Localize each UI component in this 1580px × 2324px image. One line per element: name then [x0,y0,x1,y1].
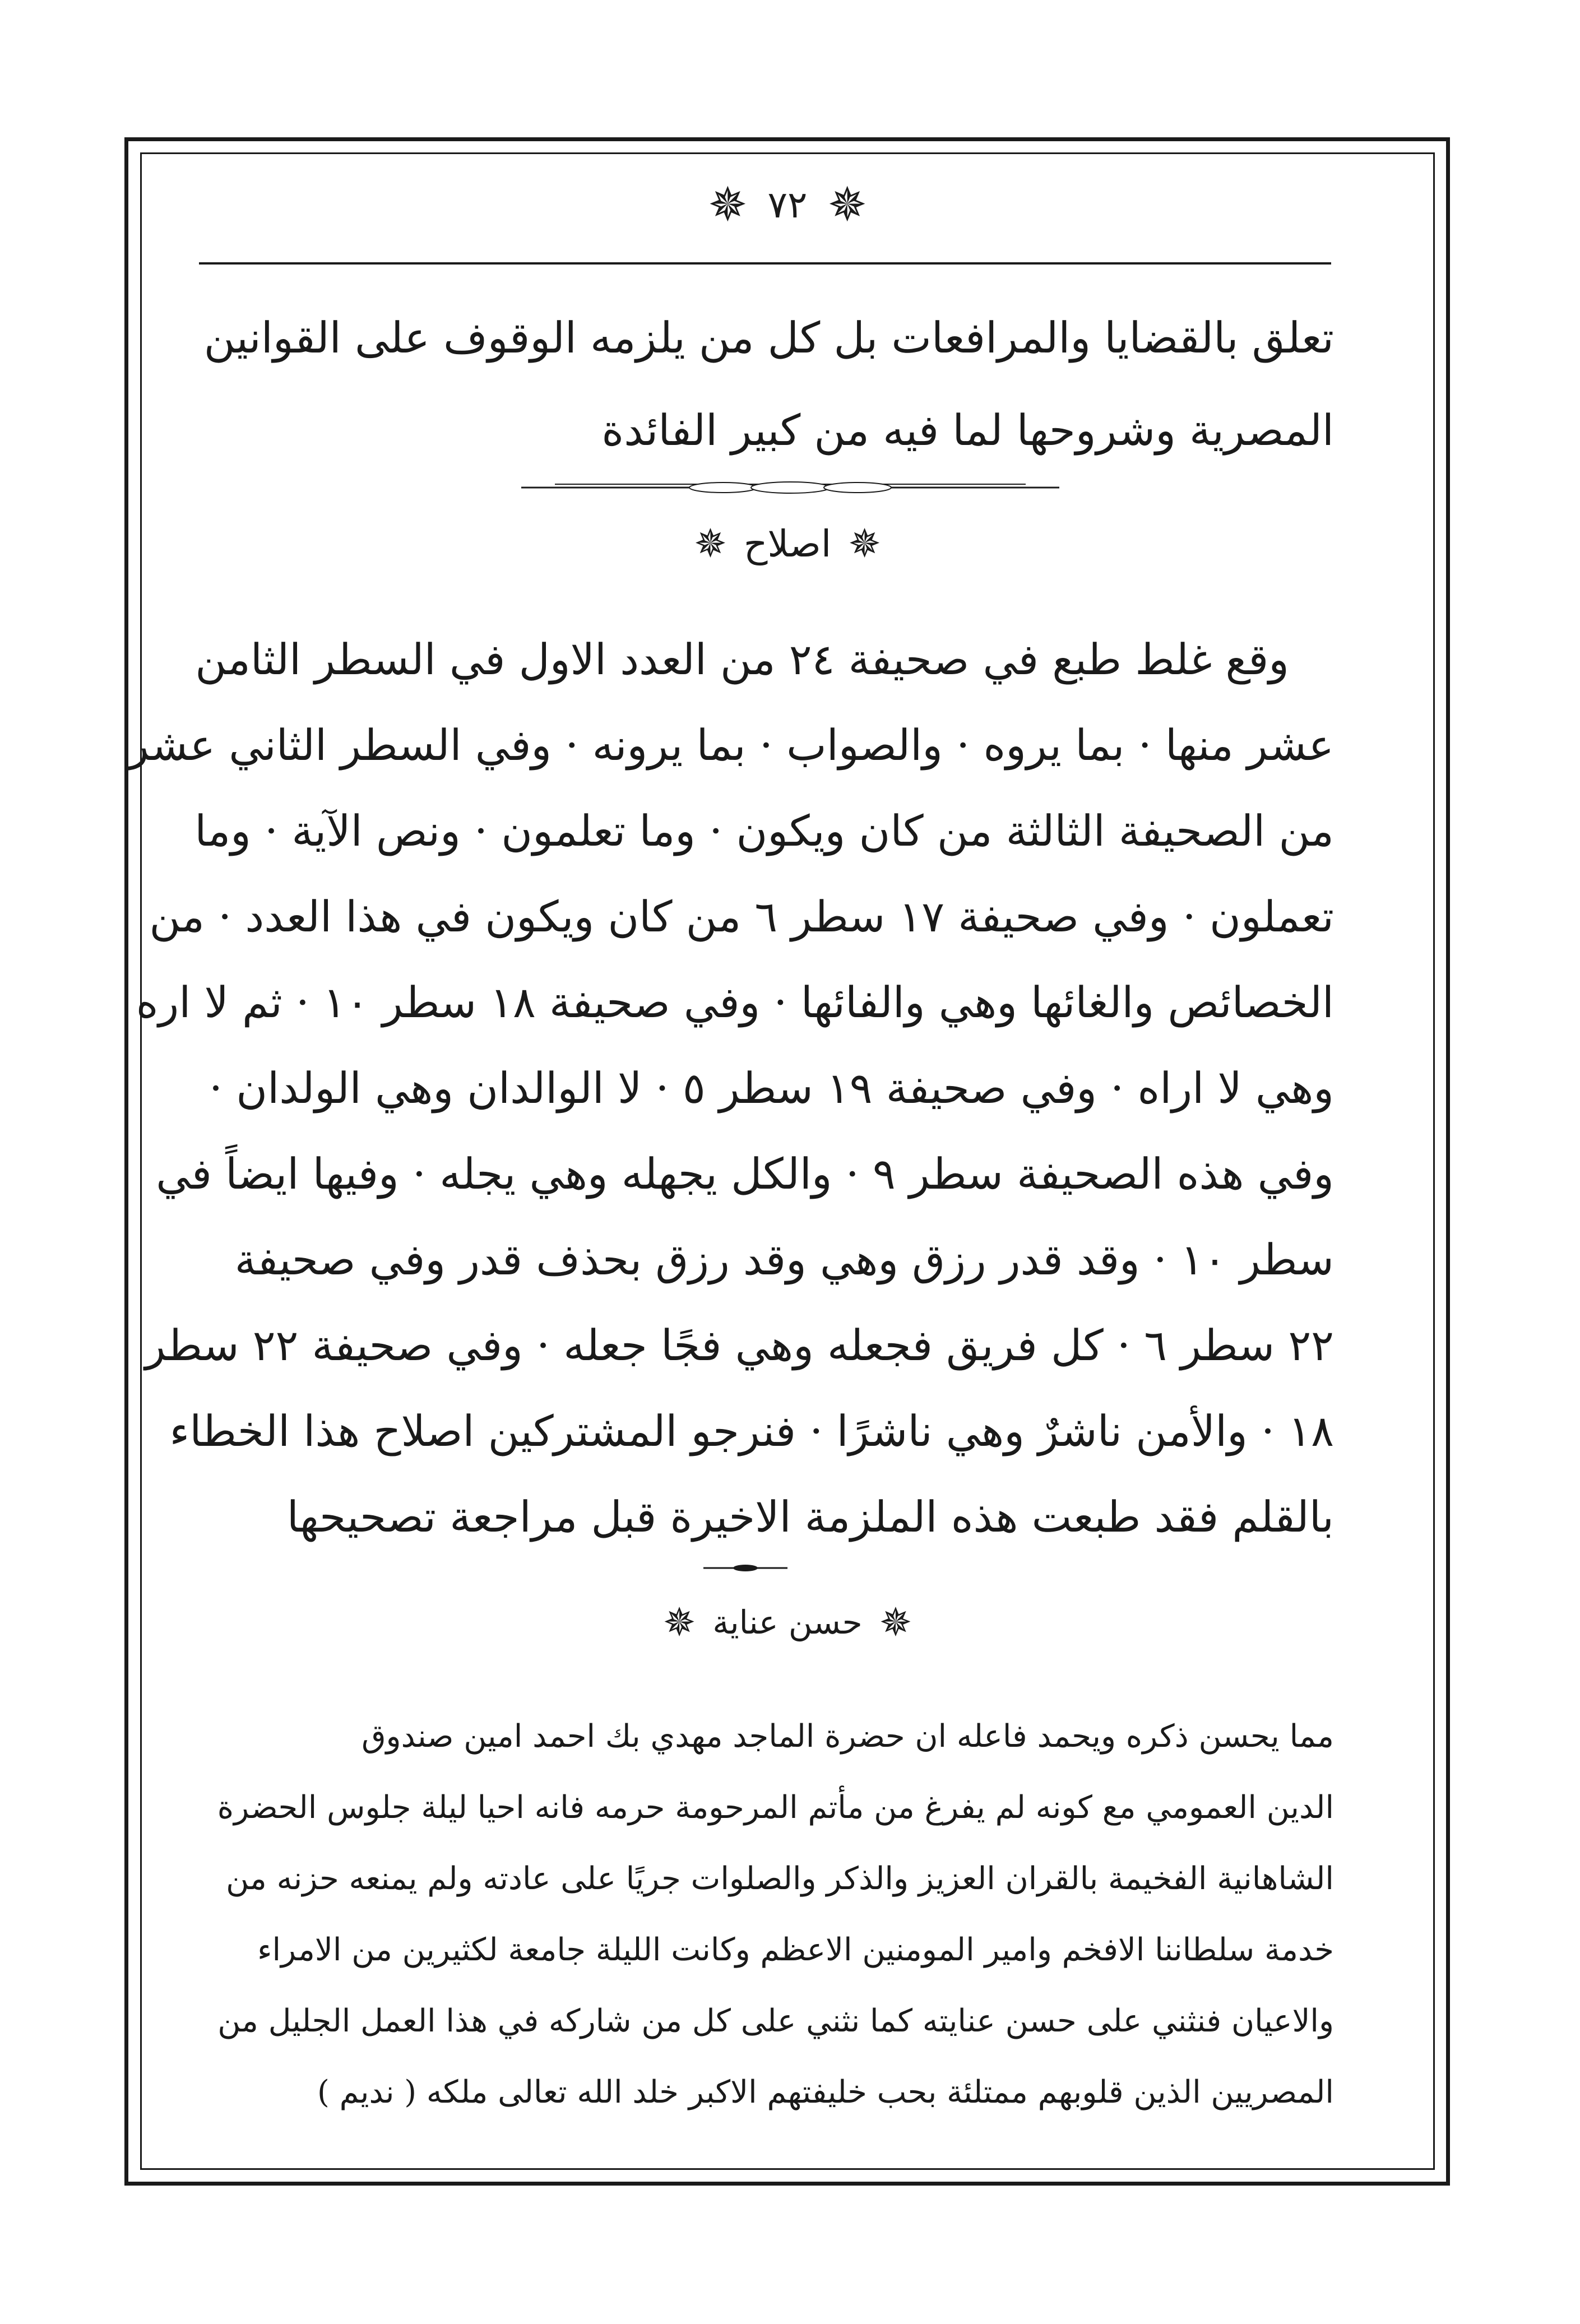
page-number: ٧٢ [767,183,808,226]
text-line: سطر ١٠ · وقد قدر رزق وهي وقد رزق بحذف قدر وفي صحيفة [234,1235,1334,1284]
ornamental-divider [521,479,1059,496]
section-title: اصلاح [743,522,832,565]
text-line: الدين العمومي مع كونه لم يفرغ من مأتم المرحومة حرمه فانه احيا ليلة جلوس الحضرة [217,1789,1334,1826]
star-ornament-icon: ✵ [708,177,748,232]
text-line: الخصائص والغائها وهي والفائها · وفي صحيفة ١٨ سطر ١٠ · ثم لا اره [136,977,1334,1027]
text-line: وهي لا اراه · وفي صحيفة ١٩ سطر ٥ · لا الوالدان وهي الولدان · [208,1063,1334,1113]
star-ornament-icon: ✵ [848,521,881,567]
section-title: حسن عناية [712,1603,863,1641]
text-line: الشاهانية الفخيمة بالقران العزيز والذكر والصلوات جريًا على عادته ولم يمنعه حزنه من [226,1861,1334,1897]
text-line: من الصحيفة الثالثة من كان ويكون · وما تعلمون · ونص الآية · وما [194,806,1334,856]
text-line: وفي هذه الصحيفة سطر ٩ · والكل يجهله وهي يجله · وفيها ايضاً في [156,1149,1334,1199]
star-ornament-icon: ✵ [662,1599,696,1645]
text-line: المصريين الذين قلوبهم ممتلئة بحب خليفتهم الاكبر خلد الله تعالى ملكه ( نديم ) [317,2074,1334,2110]
text-line: المصرية وشروحها لما فيه من كبير الفائدة [601,405,1334,455]
care-heading [140,1592,1435,1653]
text-line: تعملون · وفي صحيفة ١٧ سطر ٦ من كان ويكون في هذا العدد · من [149,892,1334,941]
correction-heading [140,513,1435,574]
correction-body [128,616,1334,1560]
star-ornament-icon: ✵ [694,521,727,567]
star-ornament-icon: ✵ [827,177,867,232]
text-line: تعلق بالقضايا والمرافعات بل كل من يلزمه الوقوف على القوانين [203,313,1334,363]
small-divider [703,1564,787,1572]
continued-text-block [196,291,1334,476]
text-line: وقع غلط طبع في صحيفة ٢٤ من العدد الاول في السطر الثامن [195,634,1289,684]
text-line: عشر منها · بما يروه · والصواب · بما يرونه · وفي السطر الثاني عشر [128,720,1334,770]
text-line: مما يحسن ذكره ويحمد فاعله ان حضرة الماجد مهدي بك احمد امين صندوق [362,1718,1334,1755]
text-line: خدمة سلطاننا الافخم وامير المومنين الاعظم وكانت الليلة جامعة لكثيرين من الامراء [257,1932,1334,1968]
text-line: بالقلم فقد طبعت هذه الملزمة الاخيرة قبل مراجعة تصحيحها [286,1492,1334,1542]
text-line: ٢٢ سطر ٦ · كل فريق فجعله وهي فجًا جعله · وفي صحيفة ٢٢ سطر [145,1320,1334,1370]
text-line: ١٨ · والأمن ناشرٌ وهي ناشرًا · فنرجو المشتركين اصلاح هذا الخطاء [169,1406,1334,1456]
care-body [196,1701,1334,2128]
header-rule [199,262,1331,265]
text-line: والاعيان فنثني على حسن عنايته كما نثني على كل من شاركه في هذا العمل الجليل من [217,2003,1334,2039]
star-ornament-icon: ✵ [879,1599,912,1645]
page-header [140,168,1435,241]
